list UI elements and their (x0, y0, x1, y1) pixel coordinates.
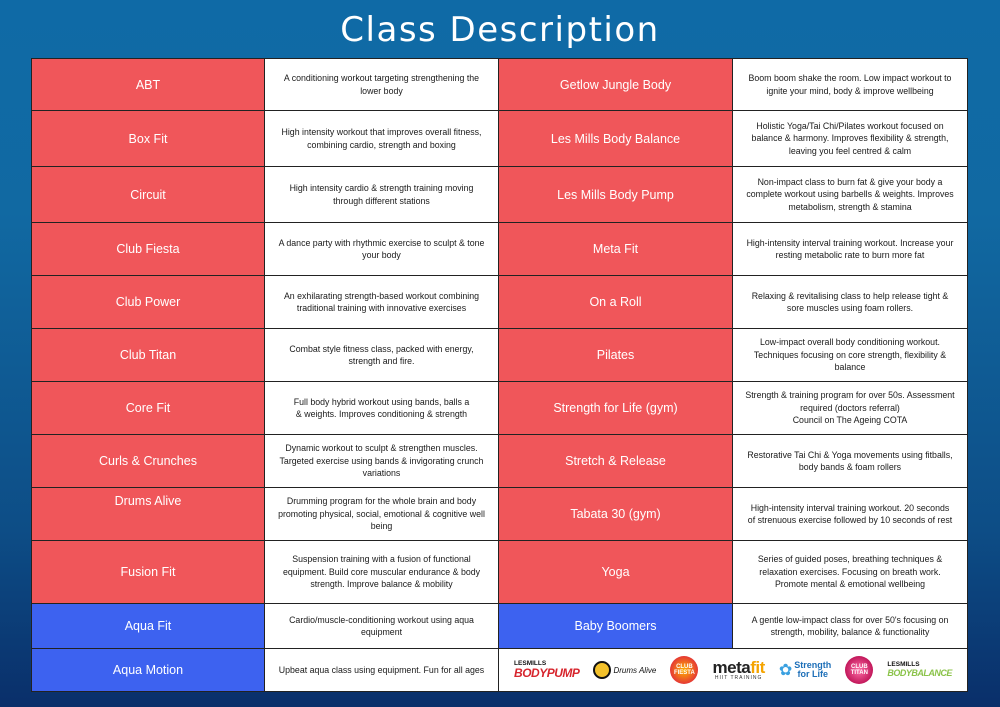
class-name-cell: Box Fit (32, 111, 265, 167)
class-name-cell: Les Mills Body Pump (499, 167, 733, 223)
class-name-cell: Yoga (499, 541, 733, 604)
table-row (32, 167, 968, 223)
class-name-cell: Core Fit (32, 382, 265, 435)
class-name-cell: Club Power (32, 276, 265, 329)
table-row (32, 329, 968, 382)
class-description-cell: Cardio/muscle-conditioning workout using aqua equipment (265, 604, 499, 649)
table-row (32, 649, 968, 692)
class-description-cell: Boom boom shake the room. Low impact workout to ignite your mind, body & improve wellbeing (733, 59, 968, 111)
class-description-table (31, 58, 968, 692)
drum-icon (593, 661, 611, 679)
class-description-cell: Relaxing & revitalising class to help release tight & sore muscles using foam rollers. (733, 276, 968, 329)
class-description-cell: Upbeat aqua class using equipment. Fun for all ages (265, 649, 499, 692)
class-name-cell: On a Roll (499, 276, 733, 329)
table-row (32, 276, 968, 329)
class-description-cell: A dance party with rhythmic exercise to sculpt & tone your body (265, 223, 499, 276)
class-description-cell: Series of guided poses, breathing techniques & relaxation exercises. Focusing on breath work. Promote mental & emotional wellbeing (733, 541, 968, 604)
class-name-cell: Aqua Fit (32, 604, 265, 649)
class-name-cell: Curls & Crunches (32, 435, 265, 488)
running-figure-icon: ✿ (778, 662, 793, 679)
table-row (32, 435, 968, 488)
class-description-cell: Holistic Yoga/Tai Chi/Pilates workout focused on balance & harmony. Improves flexibility & strength, leaving you feel centred & calm (733, 111, 968, 167)
class-name-cell: Strength for Life (gym) (499, 382, 733, 435)
class-description-cell: Non-impact class to burn fat & give your body a complete workout using barbells & weights. Improves metabolism, strength & stamina (733, 167, 968, 223)
metafit-logo: metafit HIIT TRAINING (712, 658, 765, 681)
class-description-cell: A conditioning workout targeting strengthening the lower body (265, 59, 499, 111)
class-description-cell: Full body hybrid workout using bands, balls a & weights. Improves conditioning & strength (265, 382, 499, 435)
drums-alive-logo: Drums Alive (593, 661, 656, 679)
class-name-cell: Pilates (499, 329, 733, 382)
table-row (32, 223, 968, 276)
bodypump-logo: LESMILLS BODYPUMP (514, 659, 580, 681)
class-name-cell: Tabata 30 (gym) (499, 488, 733, 541)
class-description-cell: Restorative Tai Chi & Yoga movements using fitballs, body bands & foam rollers (733, 435, 968, 488)
class-description-cell: Suspension training with a fusion of functional equipment. Build core muscular endurance & body strength. Improve balance & mobility (265, 541, 499, 604)
class-name-cell: Club Fiesta (32, 223, 265, 276)
class-description-cell: High-intensity interval training workout. Increase your resting metabolic rate to burn more fat (733, 223, 968, 276)
class-name-cell: Aqua Motion (32, 649, 265, 692)
table-row (32, 541, 968, 604)
class-name-cell: Meta Fit (499, 223, 733, 276)
table-row (32, 59, 968, 111)
class-name-cell: Les Mills Body Balance (499, 111, 733, 167)
page-title: Class Description (340, 10, 660, 50)
table-row (32, 111, 968, 167)
class-name-cell: Baby Boomers (499, 604, 733, 649)
class-description-cell: High intensity cardio & strength training moving through different stations (265, 167, 499, 223)
table-row (32, 604, 968, 649)
class-name-cell: Getlow Jungle Body (499, 59, 733, 111)
class-name-cell: Drums Alive (32, 488, 265, 541)
class-description-cell: A gentle low-impact class for over 50's focusing on strength, mobility, balance & functionality (733, 604, 968, 649)
class-name-cell: Fusion Fit (32, 541, 265, 604)
club-fiesta-logo: CLUB FIESTA (670, 656, 698, 684)
club-titan-logo: CLUB TITAN (845, 656, 873, 684)
class-name-cell: ABT (32, 59, 265, 111)
strength-for-life-logo: ✿ Strength for Life (778, 659, 832, 679)
logo-strip (499, 649, 968, 692)
bodybalance-logo: LESMILLS BODYBALANCE (887, 661, 952, 678)
class-description-cell: Low-impact overall body conditioning workout. Techniques focusing on core strength, flexibility & balance (733, 329, 968, 382)
class-description-cell: High-intensity interval training workout. 20 seconds of strenuous exercise followed by 10 seconds of rest (733, 488, 968, 541)
class-description-cell: Dynamic workout to sculpt & strengthen muscles. Targeted exercise using bands & invigorating crunch variations (265, 435, 499, 488)
class-description-cell: Strength & training program for over 50s. Assessment required (doctors referral) Council on The Ageing COTA (733, 382, 968, 435)
class-name-cell: Stretch & Release (499, 435, 733, 488)
class-description-cell: High intensity workout that improves overall fitness, combining cardio, strength and boxing (265, 111, 499, 167)
class-description-cell: An exhilarating strength-based workout combining traditional training with innovative exercises (265, 276, 499, 329)
class-name-cell: Circuit (32, 167, 265, 223)
class-name-cell: Club Titan (32, 329, 265, 382)
table-row (32, 382, 968, 435)
table-row (32, 488, 968, 541)
class-description-cell: Drumming program for the whole brain and body promoting physical, social, emotional & cognitive well being (265, 488, 499, 541)
class-description-cell: Combat style fitness class, packed with energy, strength and fire. (265, 329, 499, 382)
